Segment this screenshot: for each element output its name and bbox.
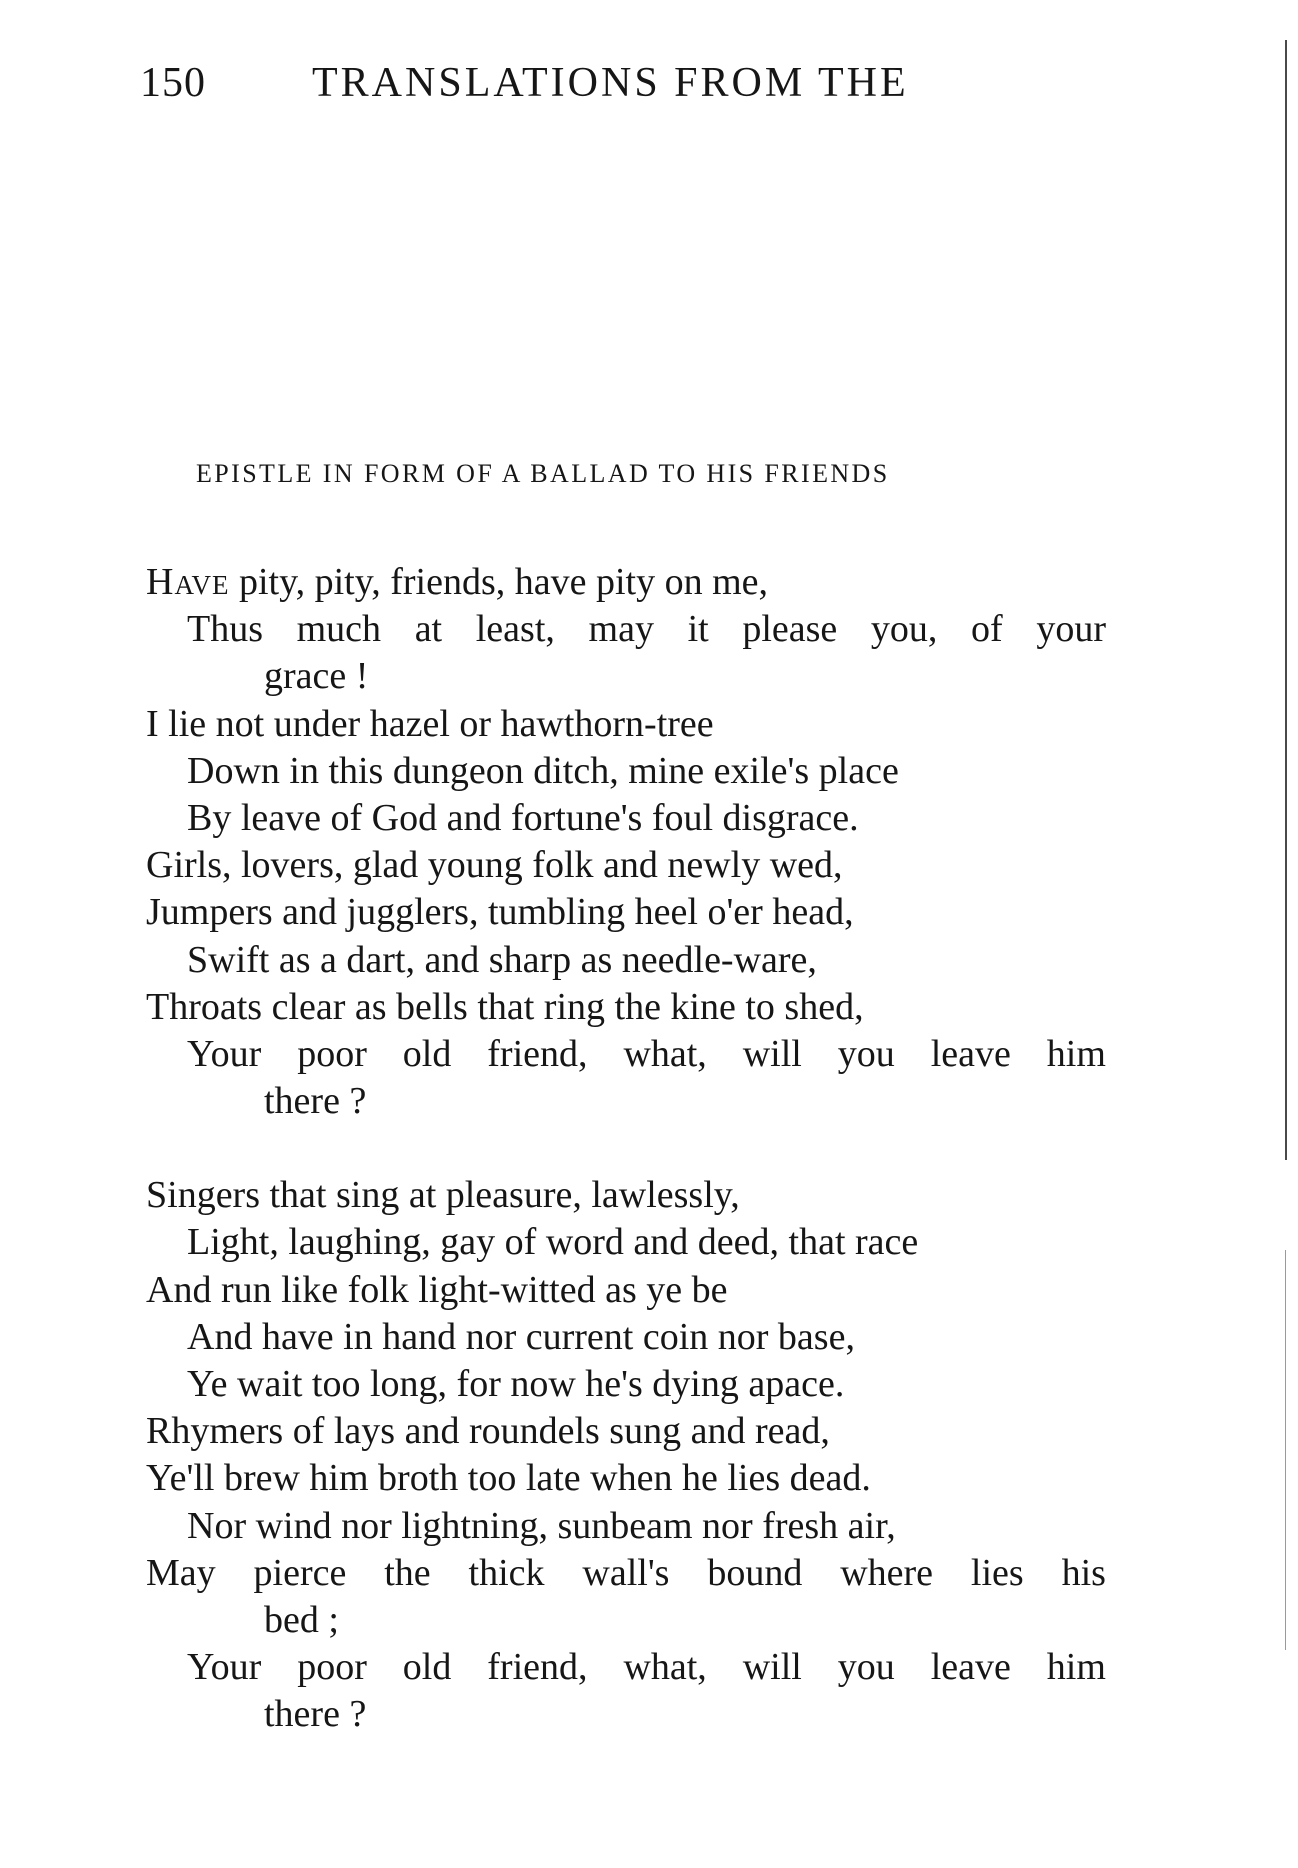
poem-body [146,559,1106,1739]
poem-line: Rhymers of lays and roundels sung and read, [146,1410,830,1453]
poem-line: there ? [264,1693,367,1736]
page-number: 150 [140,60,206,106]
poem-line: Light, laughing, gay of word and deed, that race [187,1221,919,1264]
poem-line: Nor wind nor lightning, sunbeam nor fresh air, [187,1504,896,1547]
poem-line: Your poor old friend, what, will you leave him [187,1646,1106,1689]
poem-line: there ? [264,1080,367,1123]
poem-line: bed ; [264,1598,339,1641]
poem-line: Swift as a dart, and sharp as needle-ware, [187,938,817,981]
opening-word: Have [146,561,230,603]
poem-line: I lie not under hazel or hawthorn-tree [146,702,714,745]
poem-line: May pierce the thick wall's bound where lies his [146,1551,1106,1594]
page-edge-shadow [1285,40,1287,1160]
poem-line: Down in this dungeon ditch, mine exile's place [187,749,899,792]
running-title: TRANSLATIONS FROM THE [312,60,909,106]
poem-title: EPISTLE IN FORM OF A BALLAD TO HIS FRIENDS [196,459,890,488]
poem-line: Ye'll brew him broth too late when he lies dead. [146,1457,871,1500]
poem-line: Jumpers and jugglers, tumbling heel o'er head, [146,891,854,934]
poem-line: And have in hand nor current coin nor base, [187,1315,855,1358]
poem-line: Girls, lovers, glad young folk and newly wed, [146,844,843,887]
poem-line: Ye wait too long, for now he's dying apace. [187,1363,845,1405]
opening-line-text: pity, pity, friends, have pity on me, [229,561,769,603]
poem-line-opening [146,559,1106,606]
running-head [140,62,909,104]
poem-line: And run like folk light-witted as ye be [146,1268,728,1311]
poem-line: Throats clear as bells that ring the kine to shed, [146,985,864,1028]
stanza-break [146,1125,1106,1172]
poem-line: grace ! [264,655,369,698]
poem-line: Thus much at least, may it please you, of your [187,608,1106,651]
poem-line: By leave of God and fortune's foul disgrace. [187,796,859,839]
page-edge-shadow-lower [1285,1250,1286,1650]
poem-line: Singers that sing at pleasure, lawlessly, [146,1174,740,1217]
poem-line: Your poor old friend, what, will you leave him [187,1032,1106,1075]
